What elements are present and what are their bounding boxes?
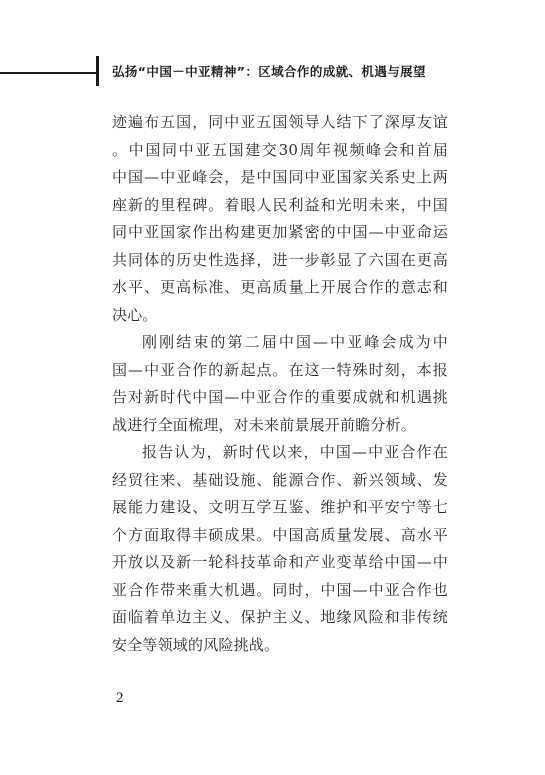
header-rule — [0, 72, 96, 74]
text-line: 经贸往来、基础设施、能源合作、新兴领域、发 — [112, 470, 448, 489]
text-line: 展能力建设、文明互学互鉴、维护和平安宁等七 — [112, 498, 448, 516]
text-line: 同中亚国家作出构建更加紧密的中国—中亚命运 — [112, 223, 448, 241]
header-bar — [96, 56, 99, 86]
running-head: 弘扬“中国－中亚精神”：区域合作的成就、机遇与展望 — [112, 64, 426, 79]
text-line: 决心。 — [112, 305, 158, 324]
text-line: 开放以及新一轮科技革命和产业变革给中国—中 — [112, 553, 448, 571]
text-line: 座新的里程碑。着眼人民利益和光明未来，中国 — [112, 195, 448, 214]
page-number: 2 — [116, 690, 124, 706]
text-line: 刚刚结束的第二届中国—中亚峰会成为中 — [142, 333, 448, 351]
text-line: 迹遍布五国，同中亚五国领导人结下了深厚友谊 — [112, 113, 448, 131]
text-line: 水平、更高标准、更高质量上开展合作的意志和 — [112, 278, 448, 296]
text-line: 国—中亚合作的新起点。在这一特殊时刻，本报 — [112, 360, 448, 379]
text-line: 个方面取得丰硕成果。中国高质量发展、高水平 — [112, 525, 448, 544]
text-line: 安全等领域的风险挑战。 — [112, 635, 280, 654]
text-line: 告对新时代中国—中亚合作的重要成就和机遇挑 — [112, 388, 448, 406]
body-text — [112, 109, 448, 659]
text-line: 战进行全面梳理，对未来前景展开前瞻分析。 — [112, 415, 417, 434]
text-line: 报告认为，新时代以来，中国—中亚合作在 — [142, 443, 448, 461]
text-line: 面临着单边主义、保护主义、地缘风险和非传统 — [112, 608, 448, 626]
text-line: 中国—中亚峰会，是中国同中亚国家关系史上两 — [112, 168, 448, 186]
text-line: 。中国同中亚五国建交30周年视频峰会和首届 — [112, 140, 448, 159]
text-line: 共同体的历史性选择，进一步彰显了六国在更高 — [112, 250, 448, 269]
text-line: 亚合作带来重大机遇。同时，中国—中亚合作也 — [112, 580, 448, 599]
